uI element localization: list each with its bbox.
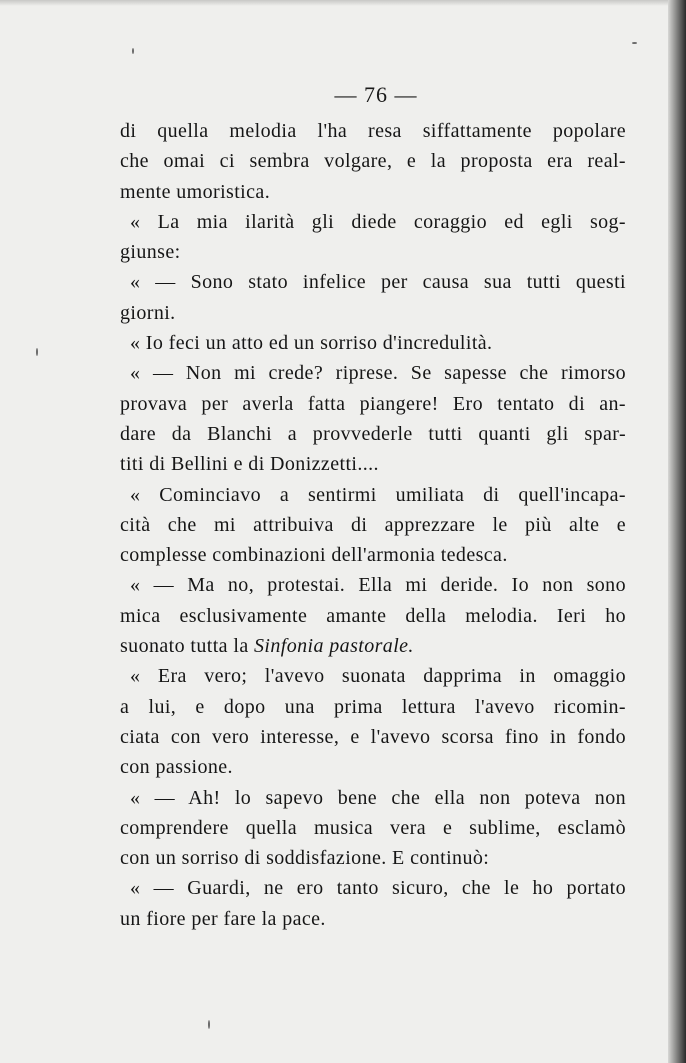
text-line-content: ciata con vero interesse, e l'avevo scorsa fino in fondo — [120, 725, 626, 748]
text-line — [120, 146, 626, 176]
text-line-content: « — Ma no, protestai. Ella mi deride. Io non sono — [130, 574, 626, 597]
text-line-content: suonato tutta la — [120, 635, 254, 658]
text-line-content: cità che mi attribuiva di apprezzare le più alte e — [120, 513, 626, 536]
text-line — [120, 419, 626, 449]
text-line — [120, 692, 626, 722]
text-line — [120, 813, 626, 843]
text-line — [120, 237, 626, 267]
text-line-content: provava per averla fatta piangere! Ero tentato di an- — [120, 392, 626, 415]
text-line-content: comprendere quella musica vera e sublime, esclamò — [120, 816, 626, 839]
text-line-content: con un sorriso di soddisfazione. E continuò: — [120, 847, 490, 870]
text-line-content: titi di Bellini e di Donizzetti.... — [120, 453, 379, 476]
text-line-content: « — Non mi crede? riprese. Se sapesse che rimorso — [130, 362, 626, 385]
text-line — [120, 904, 626, 934]
text-line — [120, 601, 626, 631]
text-line — [120, 177, 626, 207]
paper-speck — [36, 348, 38, 356]
text-line — [120, 631, 626, 661]
text-line-content: di quella melodia l'ha resa siffattamente popolare — [120, 120, 626, 142]
text-line — [120, 267, 626, 297]
text-line — [120, 358, 626, 388]
text-line-content: a lui, e dopo una prima lettura l'avevo ricomin- — [120, 695, 626, 718]
text-line-content: « Io feci un atto ed un sorriso d'incredulità. — [130, 332, 493, 355]
text-line — [120, 661, 626, 691]
text-line — [120, 298, 626, 328]
page-top-edge — [0, 0, 686, 6]
text-line — [120, 207, 626, 237]
text-line-content: giorni. — [120, 301, 176, 324]
text-line-content: giunse: — [120, 241, 181, 264]
text-line — [120, 389, 626, 419]
text-line — [120, 783, 626, 813]
text-line-content: « — Guardi, ne ero tanto sicuro, che le ho portato — [130, 877, 626, 900]
text-line-content: mica esclusivamente amante della melodia. Ieri ho — [120, 604, 626, 627]
text-line-content: complesse combinazioni dell'armonia tedesca. — [120, 544, 508, 567]
text-line — [120, 873, 626, 903]
body-text — [120, 116, 626, 934]
paper-speck — [632, 42, 637, 44]
text-line — [120, 540, 626, 570]
text-line-content: dare da Blanchi a provvederle tutti quanti gli spar- — [120, 422, 626, 445]
text-line-content: « — Sono stato infelice per causa sua tutti questi — [130, 271, 626, 294]
text-line-content: « — Ah! lo sapevo bene che ella non poteva non — [130, 786, 626, 809]
text-line-content: un fiore per fare la pace. — [120, 907, 326, 930]
text-line-content: « Era vero; l'avevo suonata dapprima in omaggio — [130, 665, 626, 688]
text-line — [120, 116, 626, 146]
text-line-content: con passione. — [120, 756, 233, 779]
text-line-content: « Cominciavo a sentirmi umiliata di quell'incapa- — [130, 483, 626, 506]
text-line-content: mente umoristica. — [120, 180, 271, 203]
text-line — [120, 510, 626, 540]
text-line — [120, 480, 626, 510]
italic-title: Sinfonia pastorale. — [254, 635, 414, 658]
text-line-content: che omai ci sembra volgare, e la proposta era real- — [120, 150, 626, 173]
text-line — [120, 328, 626, 358]
text-line-content: « La mia ilarità gli diede coraggio ed egli sog- — [130, 210, 626, 233]
paper-speck — [208, 1020, 210, 1029]
page-number: — 76 — — [334, 82, 418, 107]
text-line — [120, 449, 626, 479]
text-line — [120, 752, 626, 782]
text-line — [120, 570, 626, 600]
text-line — [120, 843, 626, 873]
page-binding-edge — [668, 0, 686, 1063]
paper-speck — [132, 48, 134, 54]
text-line — [120, 722, 626, 752]
